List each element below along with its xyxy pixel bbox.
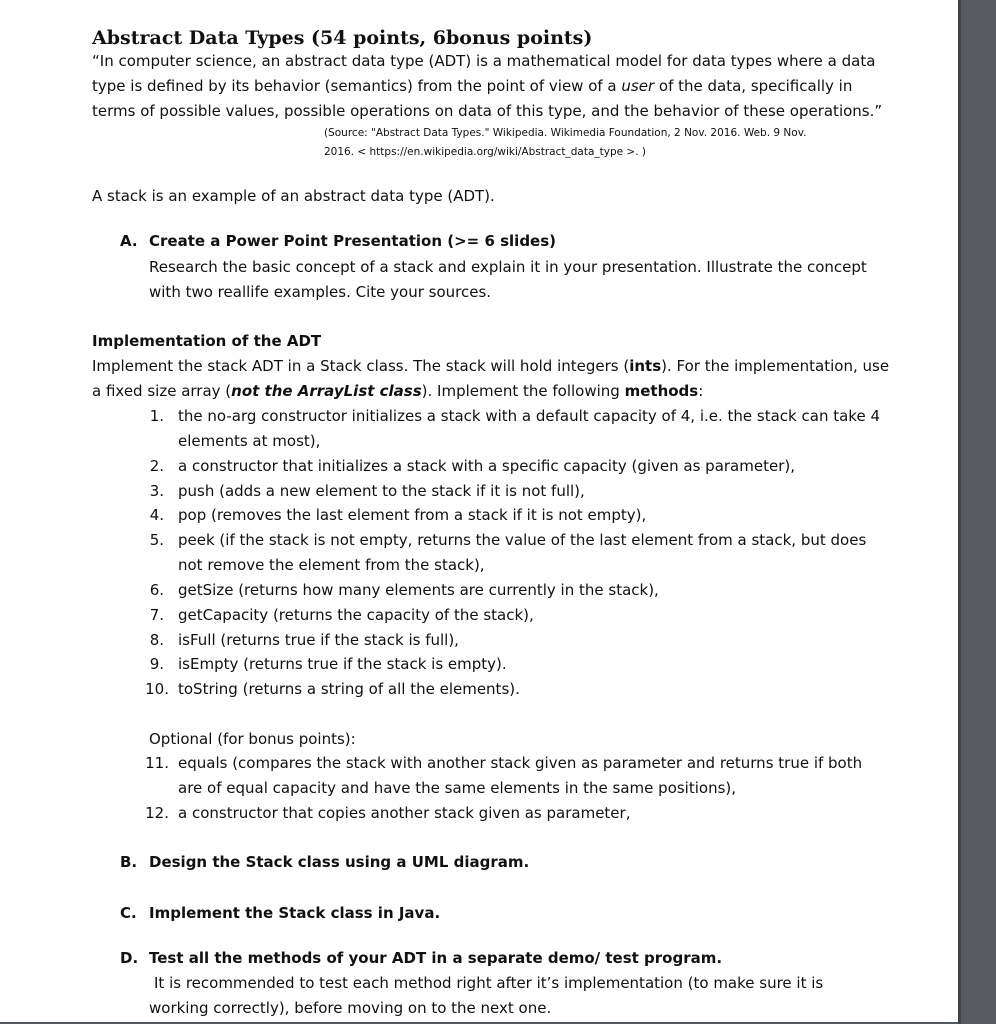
viewer-side-panel xyxy=(958,0,996,1024)
method-number: 1. xyxy=(149,407,164,425)
method-number: 7. xyxy=(149,606,164,624)
section-a-letter: A. xyxy=(120,232,138,250)
source-line-2: 2016. < https://en.wikipedia.org/wiki/Abstract_data_type >. ) xyxy=(324,146,646,158)
method-number: 6. xyxy=(149,581,164,599)
optional-item-continued: are of equal capacity and have the same elements in the same positions), xyxy=(178,779,737,797)
method-item: toString (returns a string of all the elements). xyxy=(178,680,520,698)
section-d-line-1: It is recommended to test each method right after it’s implementation (to make sure it is xyxy=(154,974,824,992)
optional-number: 11. xyxy=(145,754,169,772)
section-a-heading: Create a Power Point Presentation (>= 6 slides) xyxy=(149,232,557,250)
method-item: getCapacity (returns the capacity of the stack), xyxy=(178,606,534,624)
method-item: pop (removes the last element from a stack if it is not empty), xyxy=(178,506,647,524)
ints-keyword: ints xyxy=(629,357,662,375)
quote-text: type is defined by its behavior (semantics) from the point of view of a xyxy=(92,77,622,95)
impl-text: ). Implement the following xyxy=(421,382,625,400)
quote-line-1: “In computer science, an abstract data type (ADT) is a mathematical model for data types where a data xyxy=(92,52,876,70)
section-c-heading: Implement the Stack class in Java. xyxy=(149,904,441,922)
method-number: 5. xyxy=(149,531,164,549)
section-d-heading: Test all the methods of your ADT in a separate demo/ test program. xyxy=(149,949,723,967)
method-item: getSize (returns how many elements are currently in the stack), xyxy=(178,581,659,599)
method-item: the no-arg constructor initializes a stack with a default capacity of 4, i.e. the stack can take 4 xyxy=(178,407,880,425)
impl-text: ). For the implementation, use xyxy=(661,357,890,375)
implementation-line-2 xyxy=(92,381,703,401)
section-d-line-2: working correctly), before moving on to the next one. xyxy=(149,999,552,1017)
optional-heading: Optional (for bonus points): xyxy=(149,730,356,748)
impl-text: Implement the stack ADT in a Stack class. The stack will hold integers ( xyxy=(92,357,630,375)
impl-text: a fixed size array ( xyxy=(92,382,232,400)
section-a-line-1: Research the basic concept of a stack and explain it in your presentation. Illustrate the concept xyxy=(149,258,867,276)
panel-edge xyxy=(958,0,961,1024)
intro-text: A stack is an example of an abstract data type (ADT). xyxy=(92,187,495,205)
section-c-letter: C. xyxy=(120,904,137,922)
section-b-letter: B. xyxy=(120,853,138,871)
implementation-heading: Implementation of the ADT xyxy=(92,332,322,350)
method-number: 2. xyxy=(149,457,164,475)
method-item: isFull (returns true if the stack is full), xyxy=(178,631,459,649)
method-item: isEmpty (returns true if the stack is empty). xyxy=(178,655,507,673)
quote-user-word: user xyxy=(621,77,655,95)
impl-text: : xyxy=(698,382,704,400)
source-line-1: (Source: "Abstract Data Types." Wikipedia. Wikimedia Foundation, 2 Nov. 2016. Web. 9 Nov. xyxy=(324,127,807,139)
methods-keyword: methods xyxy=(624,382,699,400)
method-number: 9. xyxy=(149,655,164,673)
method-number: 8. xyxy=(149,631,164,649)
quote-line-2 xyxy=(92,76,852,96)
method-number: 3. xyxy=(149,482,164,500)
method-item-continued: not remove the element from the stack), xyxy=(178,556,485,574)
optional-number: 12. xyxy=(145,804,169,822)
quote-text: of the data, specifically in xyxy=(654,77,853,95)
method-item: push (adds a new element to the stack if it is not full), xyxy=(178,482,585,500)
method-item: a constructor that initializes a stack with a specific capacity (given as parameter), xyxy=(178,457,795,475)
not-arraylist-emphasis: not the ArrayList class xyxy=(231,382,422,400)
method-item-continued: elements at most), xyxy=(178,432,321,450)
optional-item: a constructor that copies another stack given as parameter, xyxy=(178,804,631,822)
section-b-heading: Design the Stack class using a UML diagram. xyxy=(149,853,530,871)
method-number: 4. xyxy=(149,506,164,524)
section-a-line-2: with two reallife examples. Cite your sources. xyxy=(149,283,492,301)
page-title: Abstract Data Types (54 points, 6bonus points) xyxy=(92,27,593,49)
implementation-line-1 xyxy=(92,356,889,376)
quote-line-3: terms of possible values, possible operations on data of this type, and the behavior of these operations.” xyxy=(92,102,883,120)
optional-item: equals (compares the stack with another stack given as parameter and returns true if both xyxy=(178,754,863,772)
method-number: 10. xyxy=(145,680,169,698)
section-d-letter: D. xyxy=(120,949,139,967)
method-item: peek (if the stack is not empty, returns the value of the last element from a stack, but does xyxy=(178,531,867,549)
